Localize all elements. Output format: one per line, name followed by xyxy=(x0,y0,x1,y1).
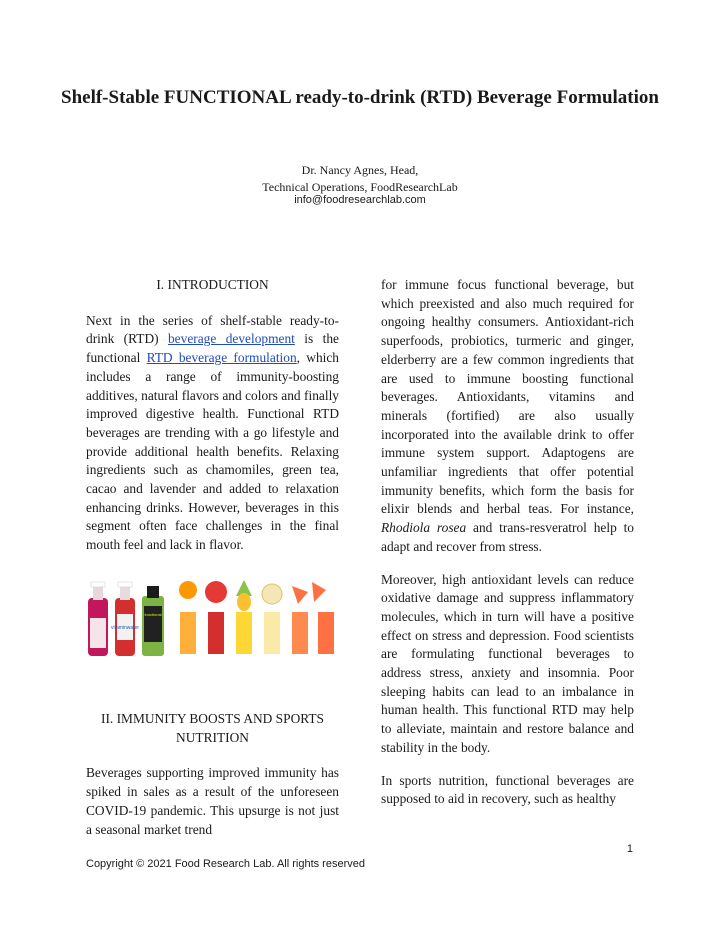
antioxidant-paragraph: Moreover, high antioxidant levels can reduce oxidative damage and suppress inflammatory molecules, which in turn will have a positive effect on stress and depression. Food scientists are formulating functional beverages to address stress, anxiety and insomnia. Poor sleeping habits can lead to an imbalance in human health. This functional RTD may help to alleviate, maintain and restore balance and stability in the body. xyxy=(381,571,634,755)
svg-text:functional: functional xyxy=(144,612,162,617)
bottle-label: vitaminwater xyxy=(110,625,140,631)
juice-orange-glass xyxy=(179,581,197,654)
paper-title: Shelf-Stable FUNCTIONAL ready-to-drink (RTD) Beverage Formulation xyxy=(61,87,659,108)
page-number: 1 xyxy=(626,843,633,855)
juice-apple-glass xyxy=(262,584,282,654)
sports-paragraph: In sports nutrition, functional beverages are supposed to aid in recovery, such as healthy xyxy=(381,772,634,807)
immune-paragraph: for immune focus functional beverage, but which preexisted and also much required for ongoing healthy consumers. Antioxidant-rich superfoods, probiotics, turmeric and ginger, elderberry are a few common ingredients that are used to immune boosting functional beverages. Antioxidants, vitamins and minerals (fortified) are also usually incorporated into the available drink to offer immune system support. Adaptogens are unfamiliar ingredients that offer potential immunity benefits, which form the basis for elixir blends and herbal teas. For instance, Rhodiola rosea and trans-resveratrol help to adapt and recover from stress. xyxy=(381,277,634,554)
juice-pineapple-glass xyxy=(236,580,252,654)
immunity-paragraph: Beverages supporting improved immunity has spiked in sales as a result of the unforeseen COVID-19 pandemic. This upsurge is not just a seasonal market trend xyxy=(86,765,339,837)
left-column-lower xyxy=(86,710,339,839)
author-email: info@foodresearchlab.com xyxy=(294,194,426,206)
author-block xyxy=(60,162,660,196)
bottle-green xyxy=(142,586,164,656)
immunity-heading: II. IMMUNITY BOOSTS AND SPORTS NUTRITION xyxy=(100,711,325,745)
beverage-photo xyxy=(86,578,340,658)
copyright-footer: Copyright © 2021 Food Research Lab. All rights reserved xyxy=(86,858,365,870)
juice-carrot-glass xyxy=(292,582,334,654)
intro-paragraph: Next in the series of shelf-stable ready-to-drink (RTD) beverage development is the functional RTD beverage formulation, which includes a range of immunity-boosting additives, natural flavors and colors and finally improved digestive health. Functional RTD beverages are trending with a go lifestyle and provide additional health benefits. Relaxing ingredients such as chamomiles, green tea, cacao and lavender and added to relaxation enhancing drinks. However, beverages in this segment often face challenges in the final mouth feel and lack in flavor. xyxy=(86,312,340,553)
juice-tomato-glass xyxy=(205,581,227,654)
bottle-red xyxy=(111,582,139,656)
author-name: Dr. Nancy Agnes, Head, xyxy=(301,163,419,177)
right-column xyxy=(381,276,634,809)
left-column xyxy=(86,276,339,555)
beverage-development-link[interactable]: beverage development xyxy=(167,331,295,347)
rtd-formulation-link[interactable]: RTD beverage formulation xyxy=(146,350,297,366)
bottle-pink xyxy=(88,582,108,656)
intro-heading: I. INTRODUCTION xyxy=(156,277,269,292)
author-affiliation: Technical Operations, FoodResearchLab xyxy=(262,180,458,194)
